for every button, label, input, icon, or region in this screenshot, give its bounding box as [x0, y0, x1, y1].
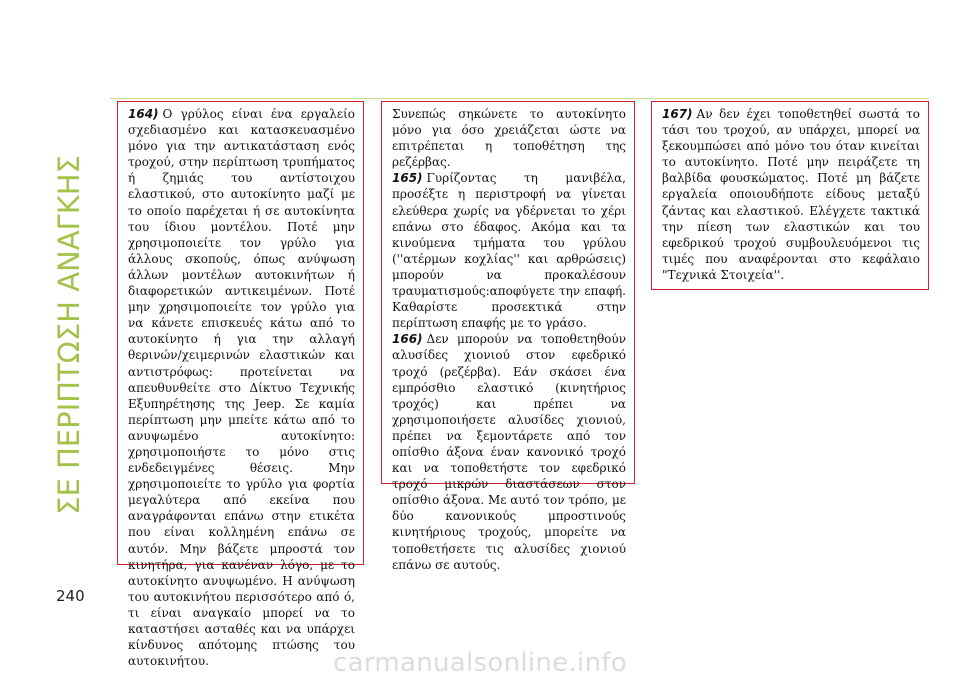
- top-divider: [110, 98, 929, 99]
- note-text: Αν δεν έχει τοποθετηθεί σωστά το τάσι του τροχού, αν υπάρχει, μπορεί να ξεκουμπώσει από μόνο του όταν κινείται το αυτοκίνητο. Ποτέ μην πειράζετε τη βαλβίδα φουσκώματος. Ποτέ μη βάζετε εργαλεία οποιουδήποτε είδους μεταξύ ζάντας και ελαστικού. Ελέγχετε τακτικά την πίεση των ελαστικών και του εφεδρικού τροχού συμβουλευόμενοι τις τιμές που αναφέρονται στο κεφάλαιο "Τεχνικά Στοιχεία''.: [662, 107, 920, 282]
- note-167: [662, 106, 920, 283]
- note-166: [392, 331, 626, 572]
- note-text: Δεν μπορούν να τοποθετηθούν αλυσίδες χιονιού στον εφεδρικό τροχό (ρεζέρβα). Εάν σκάσει ένα εμπρόσθιο ελαστικό (κινητήριος τροχός) και πρέπει να χρησιμοποιήσετε αλυσίδες χιονιού, πρέπει να ξεμοντάρετε από τον οπίσθιο άξονα έναν κανονικό τροχό και να τοποθετήστε τον εφεδρικό τροχό μικρών διαστάσεων στον οπίσθιο άξονα. Με αυτό τον τρόπο, με δύο κανονικούς μπροστινούς κινητήριους τροχούς, μπορείτε να τοποθετήσετε τις αλυσίδες χιονιού επάνω σε αυτούς.: [392, 332, 626, 572]
- watermark-link[interactable]: carmanualsonline.info: [332, 648, 628, 678]
- note-number: 166): [392, 332, 423, 347]
- note-text: Ο γρύλος είναι ένα εργαλείο σχεδιασμένο και κατασκευασμένο μόνο για την αντικατάσταση ενός τροχού, στην περίπτωση τρυπήματος ή ζημιάς του αντίστοιχου ελαστικού, στο αυτοκίνητο μαζί με το οποίο παρέχεται ή σε αυτοκίνητα του ίδιου μοντέλου. Ποτέ μην χρησιμοποιείτε τον γρύλο για άλλους σκοπούς, όπως ανύψωση άλλων μοντέλων αυτοκινήτων ή διαφορετικών αντικειμένων. Ποτέ μην χρησιμοποιείτε τον γρύλο για να κάνετε επισκευές κάτω από το αυτοκίνητο ή για την αλλαγή θερινών/χειμερινών ελαστικών και αντιστρόφως: προτείνεται να απευθυνθείτε στο Δίκτυο Τεχνικής Εξυπηρέτησης της Jeep. Σε καμία περίπτωση μην μπείτε κάτω από το ανυψωμένο αυτοκίνητο: χρησιμοποιήστε το μόνο στις ενδεδειγμένες θέσεις. Μην χρησιμοποιείτε το γρύλο για φορτία μεγαλύτερα από εκείνα που αναγράφονται επάνω στην ετικέτα που είναι κολλημένη επάνω σε αυτόν. Μην βάζετε μπροστά τον κινητήρα, για κανέναν λόγο, με το αυτοκίνητο ανυψωμένο. Η ανύψωση του αυτοκινήτου περισσότερο από ό, τι είναι αναγκαίο μπορεί να το καταστήσει ασταθές και να υπάρχει κίνδυνος απότομης πτώσης του αυτοκινήτου.: [128, 107, 355, 669]
- warning-box-left: [117, 101, 364, 669]
- note-number: 164): [128, 107, 159, 121]
- note-164-continued: [392, 106, 626, 170]
- warning-box-right: [651, 101, 929, 290]
- note-165: [392, 170, 626, 331]
- note-number: 167): [662, 107, 693, 121]
- note-number: 165): [392, 171, 423, 186]
- page-number: 240: [56, 587, 85, 605]
- warning-box-middle: [381, 101, 635, 572]
- section-title-wrapper: [52, 95, 86, 575]
- note-164: [128, 106, 355, 669]
- note-text: Γυρίζοντας τη μανιβέλα, προσέξτε η περιστροφή να γίνεται ελεύθερα χωρίς να γδέρνεται το χέρι επάνω στο έδαφος. Ακόμα και τα κινούμενα τμήματα του γρύλου (''ατέρμων κοχλίας'' και αρθρώσεις) μπορούν να προκαλέσουν τραυματισμούς:αποφύγετε την επαφή. Καθαρίστε προσεκτικά στην περίπτωση επαφής με το γράσο.: [392, 171, 626, 331]
- section-title: ΣΕ ΠΕΡΙΠΤΩΣΗ ΑΝΑΓΚΗΣ: [52, 155, 86, 515]
- note-text: Συνεπώς σηκώνετε το αυτοκίνητο μόνο για όσο χρειάζεται ώστε να επιτρέπεται η τοποθέτηση της ρεζέρβας.: [392, 107, 626, 170]
